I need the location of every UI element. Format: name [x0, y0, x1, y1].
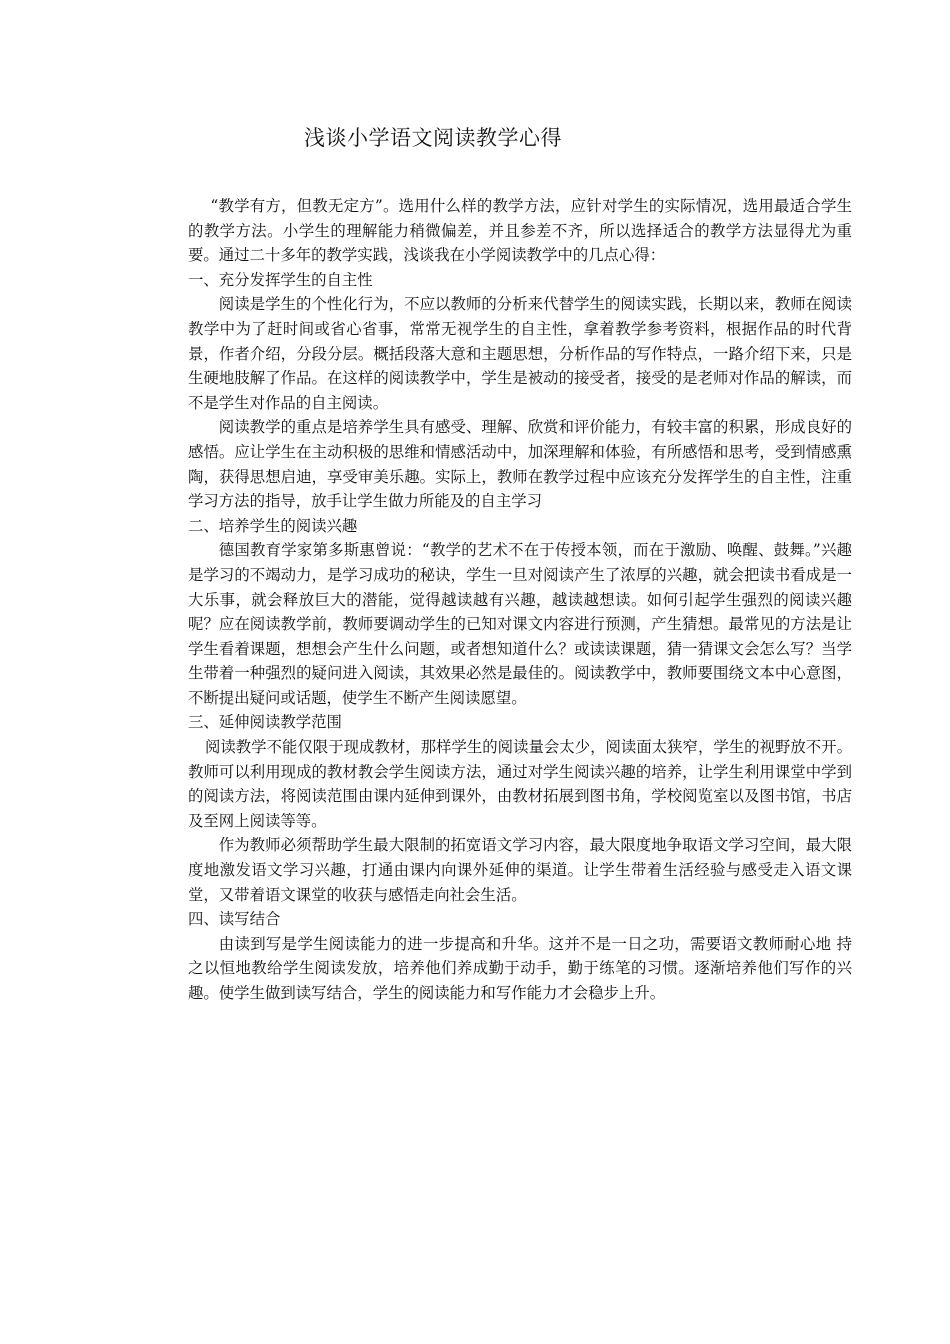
body-paragraph: 作为教师必须帮助学生最大限制的拓宽语文学习内容，最大限度地争取语文学习空间，最大限度地激发语文学习兴趣，打通由课内向课外延伸的渠道。让学生带着生活经验与感受走入语文课堂，又带着语文课堂的收获与感悟走向社会生活。	[188, 836, 852, 904]
section-heading: 一、充分发挥学生的自主性	[188, 270, 373, 289]
body-paragraph: “教学有方，但教无定方”。选用什么样的教学方法，应针对学生的实际情况，选用最适合学生的教学方法。小学生的理解能力稍微偏差，并且参差不齐，所以选择适合的教学方法显得尤为重要。通过二十多年的教学实践，浅谈我在小学阅读教学中的几点心得：	[188, 197, 852, 265]
body-paragraph: 阅读教学的重点是培养学生具有感受、理解、欣赏和评价能力，有较丰富的积累，形成良好的感悟。应让学生在主动积极的思维和情感活动中，加深理解和体验，有所感悟和思考，受到情感熏陶，获得思想启迪，享受审美乐趣。实际上，教师在教学过程中应该充分发挥学生的自主性，注重学习方法的指导，放手让学生做力所能及的自主学习	[188, 418, 852, 511]
body-paragraph: 阅读教学不能仅限于现成教材，那样学生的阅读量会太少，阅读面太狭窄，学生的视野放不开。教师可以利用现成的教材教会学生阅读方法，通过对学生阅读兴趣的培养，让学生利用课堂中学到的阅读方法，将阅读范围由课内延伸到课外，由教材拓展到图书角，学校阅览室以及图书馆，书店及至网上阅读等等。	[188, 738, 852, 830]
body-paragraph: 由读到写是学生阅读能力的进一步提高和升华。这并不是一日之功，需要语文教师耐心地 持之以恒地教给学生阅读发放，培养他们养成勤于动手，勤于练笔的习惯。逐渐培养他们写作的兴趣。使学生做到读写结合，学生的阅读能力和写作能力才会稳步上升。	[188, 934, 852, 1002]
document-body	[188, 194, 852, 1006]
body-paragraph: 德国教育学家第多斯惠曾说：“教学的艺术不在于传授本领，而在于激励、唤醒、鼓舞。”兴趣是学习的不竭动力，是学习成功的秘诀，学生一旦对阅读产生了浓厚的兴趣，就会把读书看成是一大乐事，就会释放巨大的潜能，觉得越读越有兴趣，越读越想读。如何引起学生强烈的阅读兴趣呢？应在阅读教学前，教师要调动学生的已知对课文内容进行预测，产生猜想。最常见的方法是让学生看着课题，想想会产生什么问题，或者想知道什么？或读读课题，猜一猜课文会怎么写？当学生带着一种强烈的疑问进入阅读，其效果必然是最佳的。阅读教学中，教师要围绕文本中心意图，不断提出疑问或话题，使学生不断产生阅读愿望。	[188, 541, 852, 707]
section-heading: 二、培养学生的阅读兴趣	[188, 516, 358, 535]
section-heading: 三、延伸阅读教学范围	[188, 713, 342, 732]
body-paragraph: 阅读是学生的个性化行为，不应以教师的分析来代替学生的阅读实践，长期以来，教师在阅读教学中为了赶时间或省心省事，常常无视学生的自主性，拿着教学参考资料，根据作品的时代背景，作者介绍，分段分层。概括段落大意和主题思想，分析作品的写作特点，一路介绍下来，只是生硬地肢解了作品。在这样的阅读教学中，学生是被动的接受者，接受的是老师对作品的解读，而不是学生对作品的自主阅读。	[188, 295, 852, 412]
document-title: 浅谈小学语文阅读教学心得	[304, 126, 562, 150]
section-heading: 四、读写结合	[188, 910, 281, 929]
